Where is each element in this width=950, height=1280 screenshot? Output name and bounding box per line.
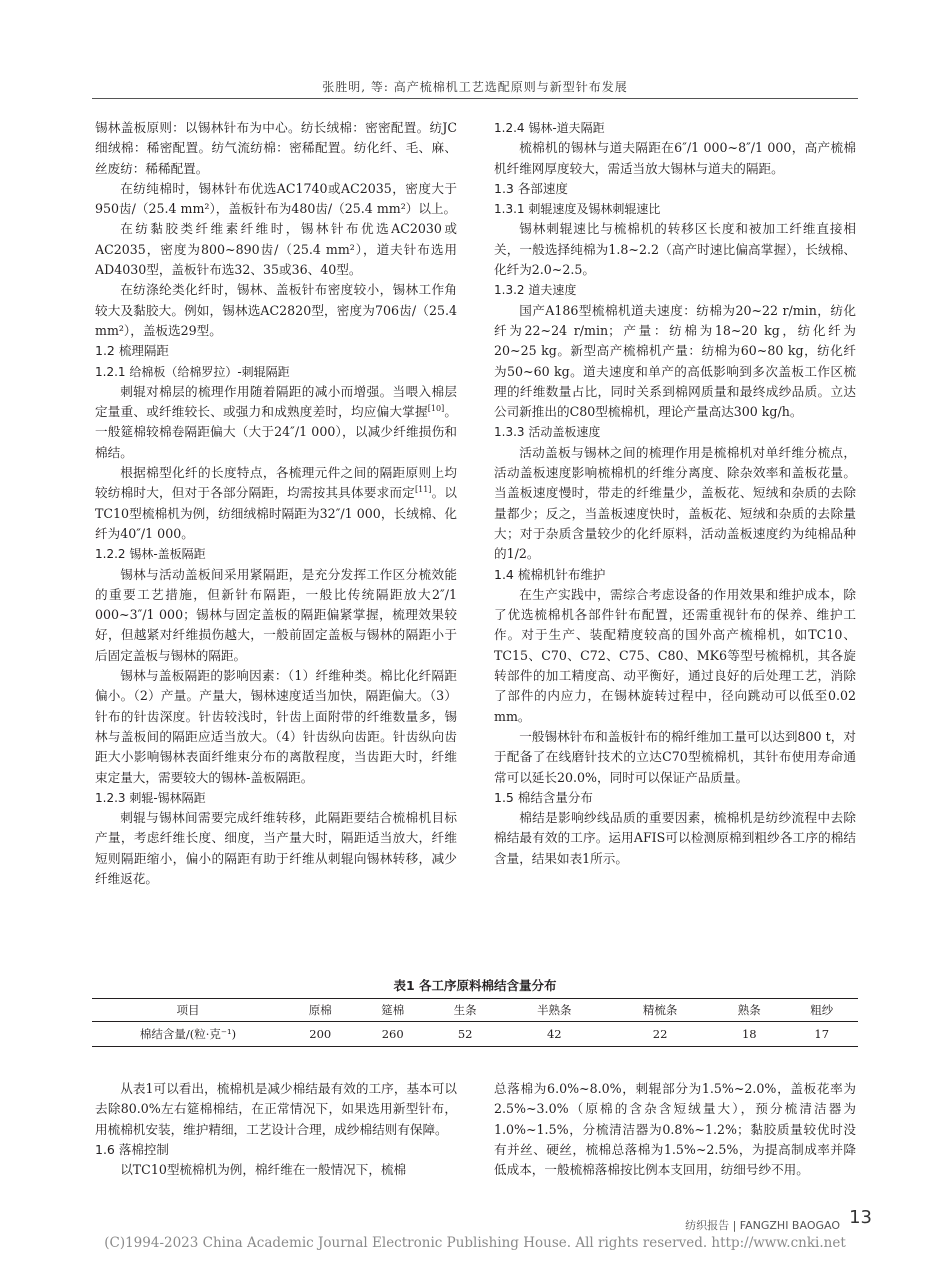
page-number: 13: [849, 1207, 872, 1228]
body-paragraph: 以TC10型梳棉机为例，棉纤维在一般情况下，梳棉: [120, 1162, 407, 1178]
section-heading: 1.3 各部速度: [494, 180, 568, 196]
table-header-cell: 筵棉: [356, 999, 428, 1022]
body-paragraph: 刺辊对棉层的梳理作用随着隔距的减小而增强。当喂入棉层定量重、或纤维较长、或强力和成熟度差时，均应偏大掌握[10]。一般筵棉较棉卷隔距偏大（大于24″/1 000），以减少纤维损伤和棉结。: [95, 383, 458, 460]
section-heading: 1.5 棉结含量分布: [494, 789, 593, 805]
section-heading: 1.3.3 活动盖板速度: [494, 425, 601, 440]
body-paragraph: 在纺黏胶类纤维素纤维时，锡林针布优选AC2030或AC2035，密度为800~890齿/（25.4 mm²），道夫针布选用AD4030型，盖板针布选32、35或36、40型。: [95, 221, 457, 278]
table-header-cell: 原棉: [284, 999, 356, 1022]
section-heading: 1.3.1 刺辊速度及锡林刺辊速比: [494, 202, 661, 217]
table-cell: 棉结含量/(粒·克⁻¹): [92, 1022, 284, 1047]
nep-content-table: [92, 998, 858, 1047]
table-cell: 18: [713, 1022, 785, 1047]
header-rule: [92, 98, 858, 99]
body-paragraph: 在纺纯棉时，锡林针布优选AC1740或AC2035，密度大于950齿/（25.4 mm²），盖板针布为480齿/（25.4 mm²）以上。: [95, 180, 457, 217]
body-paragraph: 在生产实践中，需综合考虑设备的作用效果和维护成本，除了优选梳棉机各部件针布配置，还需重视针布的保养、维护工作。对于生产、装配精度较高的国外高产梳棉机，如TC10、TC15、C70、C72、C75、C80、MK6等型号梳棉机，其各旋转部件的加工精度高、动平衡好，通过良好的后处理工艺，消除了部件的内应力，在锡林旋转过程中，径向跳动可以低至0.02 mm。: [494, 586, 856, 724]
body-paragraph: 锡林与盖板隔距的影响因素：（1）纤维种类。棉比化纤隔距偏小。（2）产量。产量大，锡林速度适当加快，隔距偏大。（3）针布的针齿深度。针齿较浅时，针齿上面附带的纤维数量多，锡林与盖板间的隔距应适当放大。（4）针齿纵向齿距。针齿纵向齿距大小影响锡林表面纤维束分布的离散程度，当齿距大时，纤维束定量大，需要较大的锡林-盖板隔距。: [95, 668, 457, 785]
table-header-cell: 生条: [429, 999, 501, 1022]
table-cell: 260: [356, 1022, 428, 1047]
section-heading: 1.2.3 刺辊-锡林隔距: [95, 790, 206, 805]
journal-name: 纺织报告 | FANGZHI BAOGAO: [685, 1219, 840, 1232]
body-paragraph: 根据棉型化纤的长度特点，各梳理元件之间的隔距原则上均较纺棉时大，但对于各部分隔距，均需按其具体要求而定[11]。以TC10型梳棉机为例，纺细绒棉时隔距为32″/1 000，长绒棉、化纤为40″/1 000。: [95, 465, 458, 541]
body-paragraph: 总落棉为6.0%~8.0%，刺辊部分为1.5%~2.0%，盖板花率为2.5%~3.0%（原棉的含杂含短绒量大），预分梳清洁器为1.0%~1.5%，分梳清洁器为0.8%~1.2%；黏胶质量较优时没有并丝、硬丝，梳棉总落棉为1.5%~2.5%，为提高制成率并降低成本，一般梳棉落棉按比例本支回用，纺细号纱不用。: [494, 1081, 856, 1178]
table-header-cell: 半熟条: [501, 999, 607, 1022]
section-heading: 1.6 落棉控制: [95, 1141, 169, 1157]
left-column: [95, 118, 457, 889]
body-paragraph: 锡林刺辊速比与梳棉机的转移区长度和被加工纤维直接相关，一般选择纯棉为1.8~2.2（高产时速比偏高掌握），长绒棉、化纤为2.0~2.5。: [494, 221, 856, 278]
body-paragraph: 棉结是影响纱线品质的重要因素，梳棉机是纺纱流程中去除棉结最有效的工序。运用AFIS可以检测原棉到粗纱各工序的棉结含量，结果如表1所示。: [494, 810, 856, 866]
table-cell: 22: [607, 1022, 713, 1047]
body-paragraph: 一般锡林针布和盖板针布的棉纤维加工量可以达到800 t，对于配备了在线磨针技术的立达C70型梳棉机，其针布使用寿命通常可以延长20.0%，同时可以保证产品质量。: [494, 728, 856, 785]
body-paragraph: 锡林与活动盖板间采用紧隔距，是充分发挥工作区分梳效能的重要工艺措施，但新针布隔距，一般比传统隔距放大2″/1 000~3″/1 000；锡林与固定盖板的隔距偏紧掌握，梳理效果较好，但越紧对纤维损伤越大，一般前固定盖板与锡林的隔距小于后固定盖板与锡林的隔距。: [95, 566, 457, 663]
section-heading: 1.2.4 锡林-道夫隔距: [494, 121, 605, 135]
copyright-notice: (C)1994-2023 China Academic Journal Electronic Publishing House. All rights reserved. http://www.cnki.net: [104, 1235, 846, 1251]
table-row: [92, 1022, 858, 1047]
table-header-cell: 粗纱: [786, 999, 859, 1022]
bottom-left-column: [95, 1079, 457, 1180]
table-header-cell: 熟条: [713, 999, 785, 1022]
body-paragraph: 梳棉机的锡林与道夫隔距在6″/1 000~8″/1 000，高产梳棉机纤维网厚度较大，需适当放大锡林与道夫的隔距。: [494, 140, 856, 176]
table-cell: 200: [284, 1022, 356, 1047]
body-paragraph: 锡林盖板原则：以锡林针布为中心。纺长绒棉：密密配置。纺JC细绒棉：稀密配置。纺气流纺棉：密稀配置。纺化纤、毛、麻、丝废纺：稀稀配置。: [95, 120, 457, 176]
bottom-right-column: [494, 1079, 856, 1180]
body-paragraph: 在纺涤纶类化纤时，锡林、盖板针布密度较小，锡林工作角较大及黏胶大。例如，锡林选AC2820型，密度为706齿/（25.4 mm²），盖板选29型。: [95, 282, 457, 338]
body-paragraph: 刺辊与锡林间需要完成纤维转移，此隔距要结合梳棉机目标产量，考虑纤维长度、细度，当产量大时，隔距适当放大，纤维短则隔距缩小，偏小的隔距有助于纤维从刺辊向锡林转移，减少纤维返花。: [95, 810, 457, 886]
table-caption: 表1 各工序原料棉结含量分布: [393, 978, 557, 993]
table-header-cell: 精梳条: [607, 999, 713, 1022]
table-header-row: [92, 999, 858, 1022]
section-heading: 1.2.2 锡林-盖板隔距: [95, 547, 206, 562]
right-column: [494, 118, 856, 869]
table-cell: 52: [429, 1022, 501, 1047]
section-heading: 1.2 梳理隔距: [95, 343, 169, 359]
section-heading: 1.3.2 道夫速度: [494, 283, 577, 298]
section-heading: 1.4 梳棉机针布维护: [494, 566, 606, 582]
table-header-cell: 项目: [92, 999, 284, 1022]
body-paragraph: 国产A186型梳棉机道夫速度：纺棉为20~22 r/min，纺化纤为22~24 r/min；产量：纺棉为18~20 kg，纺化纤为20~25 kg。新型高产梳棉机产量：纺棉为60~80 kg，纺化纤为50~60 kg。道夫速度和单产的高低影响到多次盖板工作区梳理的纤维数量占比，同时关系到棉网质量和最终成纱品质。立达公司新推出的C80型梳棉机，理论产量高达300 kg/h。: [494, 302, 856, 420]
table-cell: 17: [786, 1022, 859, 1047]
body-paragraph: 从表1可以看出，梳棉机是减少棉结最有效的工序，基本可以去除80.0%左右筵棉棉结，在正常情况下，如果选用新型针布，用梳棉机安装，维护精细，工艺设计合理，成纱棉结则有保障。: [95, 1081, 457, 1137]
table-cell: 42: [501, 1022, 607, 1047]
body-paragraph: 活动盖板与锡林之间的梳理作用是梳棉机对单纤维分梳点，活动盖板速度影响梳棉机的纤维分离度、除杂效率和盖板花量。当盖板速度慢时，带走的纤维量少，盖板花、短绒和杂质的去除量都少；反之，当盖板速度快时，盖板花、短绒和杂质的去除量大；对于杂质含量较少的化纤原料，活动盖板速度约为纯棉品种的1/2。: [494, 444, 856, 562]
running-title: 张胜明, 等: 高产梳棉机工艺选配原则与新型针布发展: [322, 80, 628, 94]
section-heading: 1.2.1 给棉板（给棉罗拉）-刺辊隔距: [95, 364, 290, 379]
